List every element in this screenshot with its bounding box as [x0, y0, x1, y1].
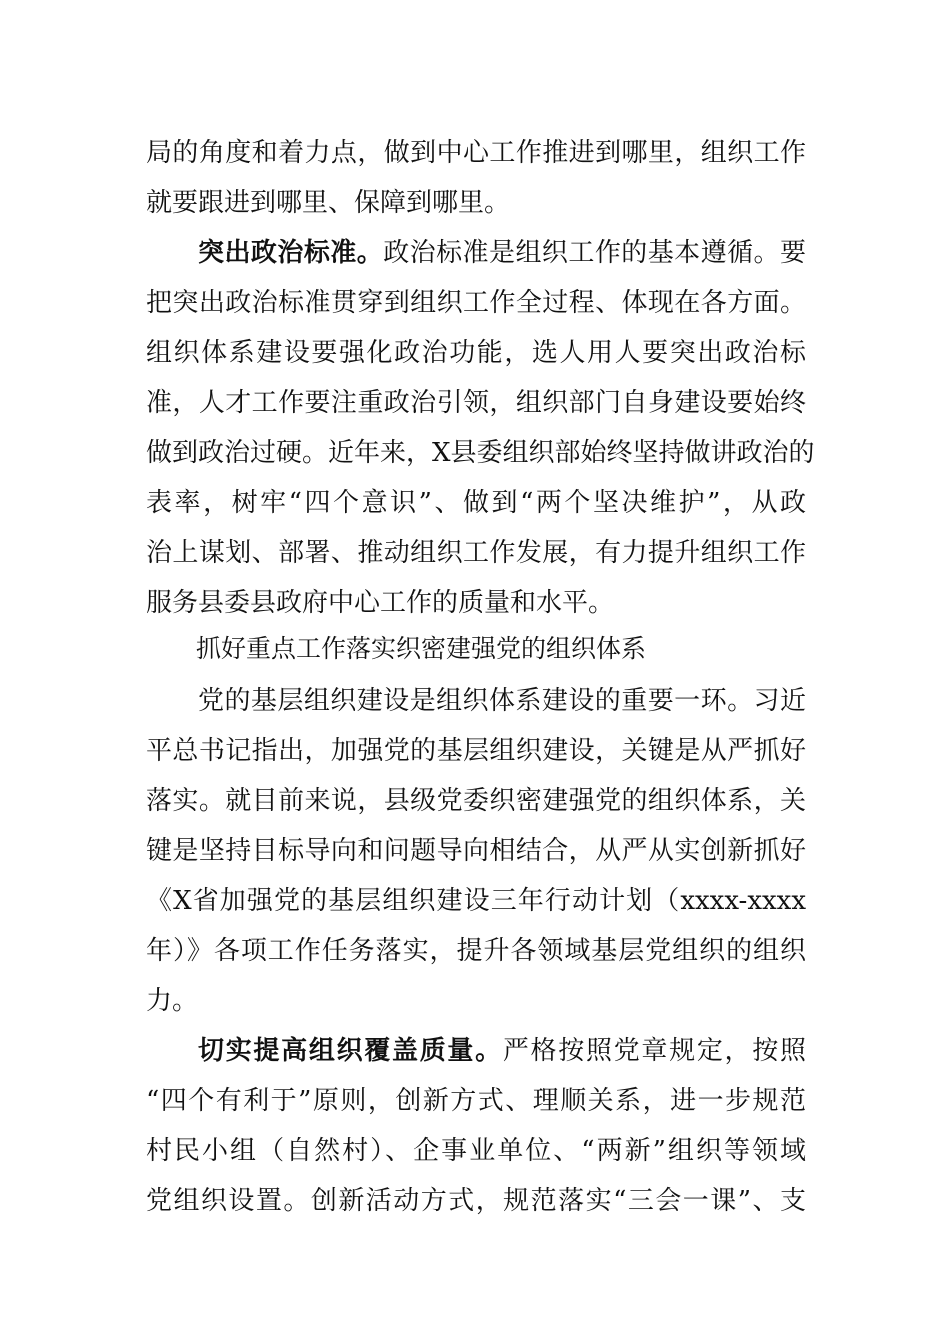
paragraph-text: 政治标准是组织工作的基本遵循。要	[383, 238, 806, 268]
paragraph-line: 年）》各项工作任务落实，提升各领域基层党组织的组织	[146, 936, 806, 966]
paragraph-line	[198, 238, 806, 268]
paragraph-lead: 切实提高组织覆盖质量。	[198, 1036, 503, 1066]
paragraph-line: 党组织设置。创新活动方式，规范落实“三会一课”、支	[146, 1186, 806, 1216]
paragraph-line: 键是坚持目标导向和问题导向相结合，从严从实创新抓好	[146, 836, 806, 866]
paragraph-line: 治上谋划、部署、推动组织工作发展，有力提升组织工作	[146, 538, 806, 568]
paragraph-line: “四个有利于”原则，创新方式、理顺关系，进一步规范	[146, 1086, 806, 1116]
paragraph-line: 把突出政治标准贯穿到组织工作全过程、体现在各方面。	[146, 288, 806, 318]
paragraph-line: 落实。就目前来说，县级党委织密建强党的组织体系，关	[146, 786, 806, 816]
paragraph-line: 做到政治过硬。近年来，X县委组织部始终坚持做讲政治的	[146, 438, 815, 468]
paragraph-lead: 突出政治标准。	[198, 238, 384, 268]
section-heading: 抓好重点工作落实织密建强党的组织体系	[196, 634, 647, 663]
paragraph-line: 组织体系建设要强化政治功能，选人用人要突出政治标	[146, 338, 806, 368]
paragraph-line: 就要跟进到哪里、保障到哪里。	[146, 188, 511, 218]
paragraph-line: 准，人才工作要注重政治引领，组织部门自身建设要始终	[146, 388, 806, 418]
paragraph-line: 局的角度和着力点，做到中心工作推进到哪里，组织工作	[146, 138, 806, 168]
paragraph-text: 严格按照党章规定，按照	[502, 1036, 806, 1066]
paragraph-line: 《X省加强党的基层组织建设三年行动计划（xxxx-xxxx	[146, 886, 806, 916]
paragraph-line: 力。	[146, 986, 199, 1016]
paragraph-line: 表率，树牢“四个意识”、做到“两个坚决维护”，从政	[146, 488, 806, 518]
paragraph-line: 平总书记指出，加强党的基层组织建设，关键是从严抓好	[146, 736, 806, 766]
paragraph-line: 服务县委县政府中心工作的质量和水平。	[146, 588, 615, 618]
paragraph-line	[198, 1036, 806, 1066]
paragraph-line: 村民小组（自然村）、企事业单位、“两新”组织等领域	[146, 1136, 806, 1166]
paragraph-line: 党的基层组织建设是组织体系建设的重要一环。习近	[198, 686, 806, 716]
